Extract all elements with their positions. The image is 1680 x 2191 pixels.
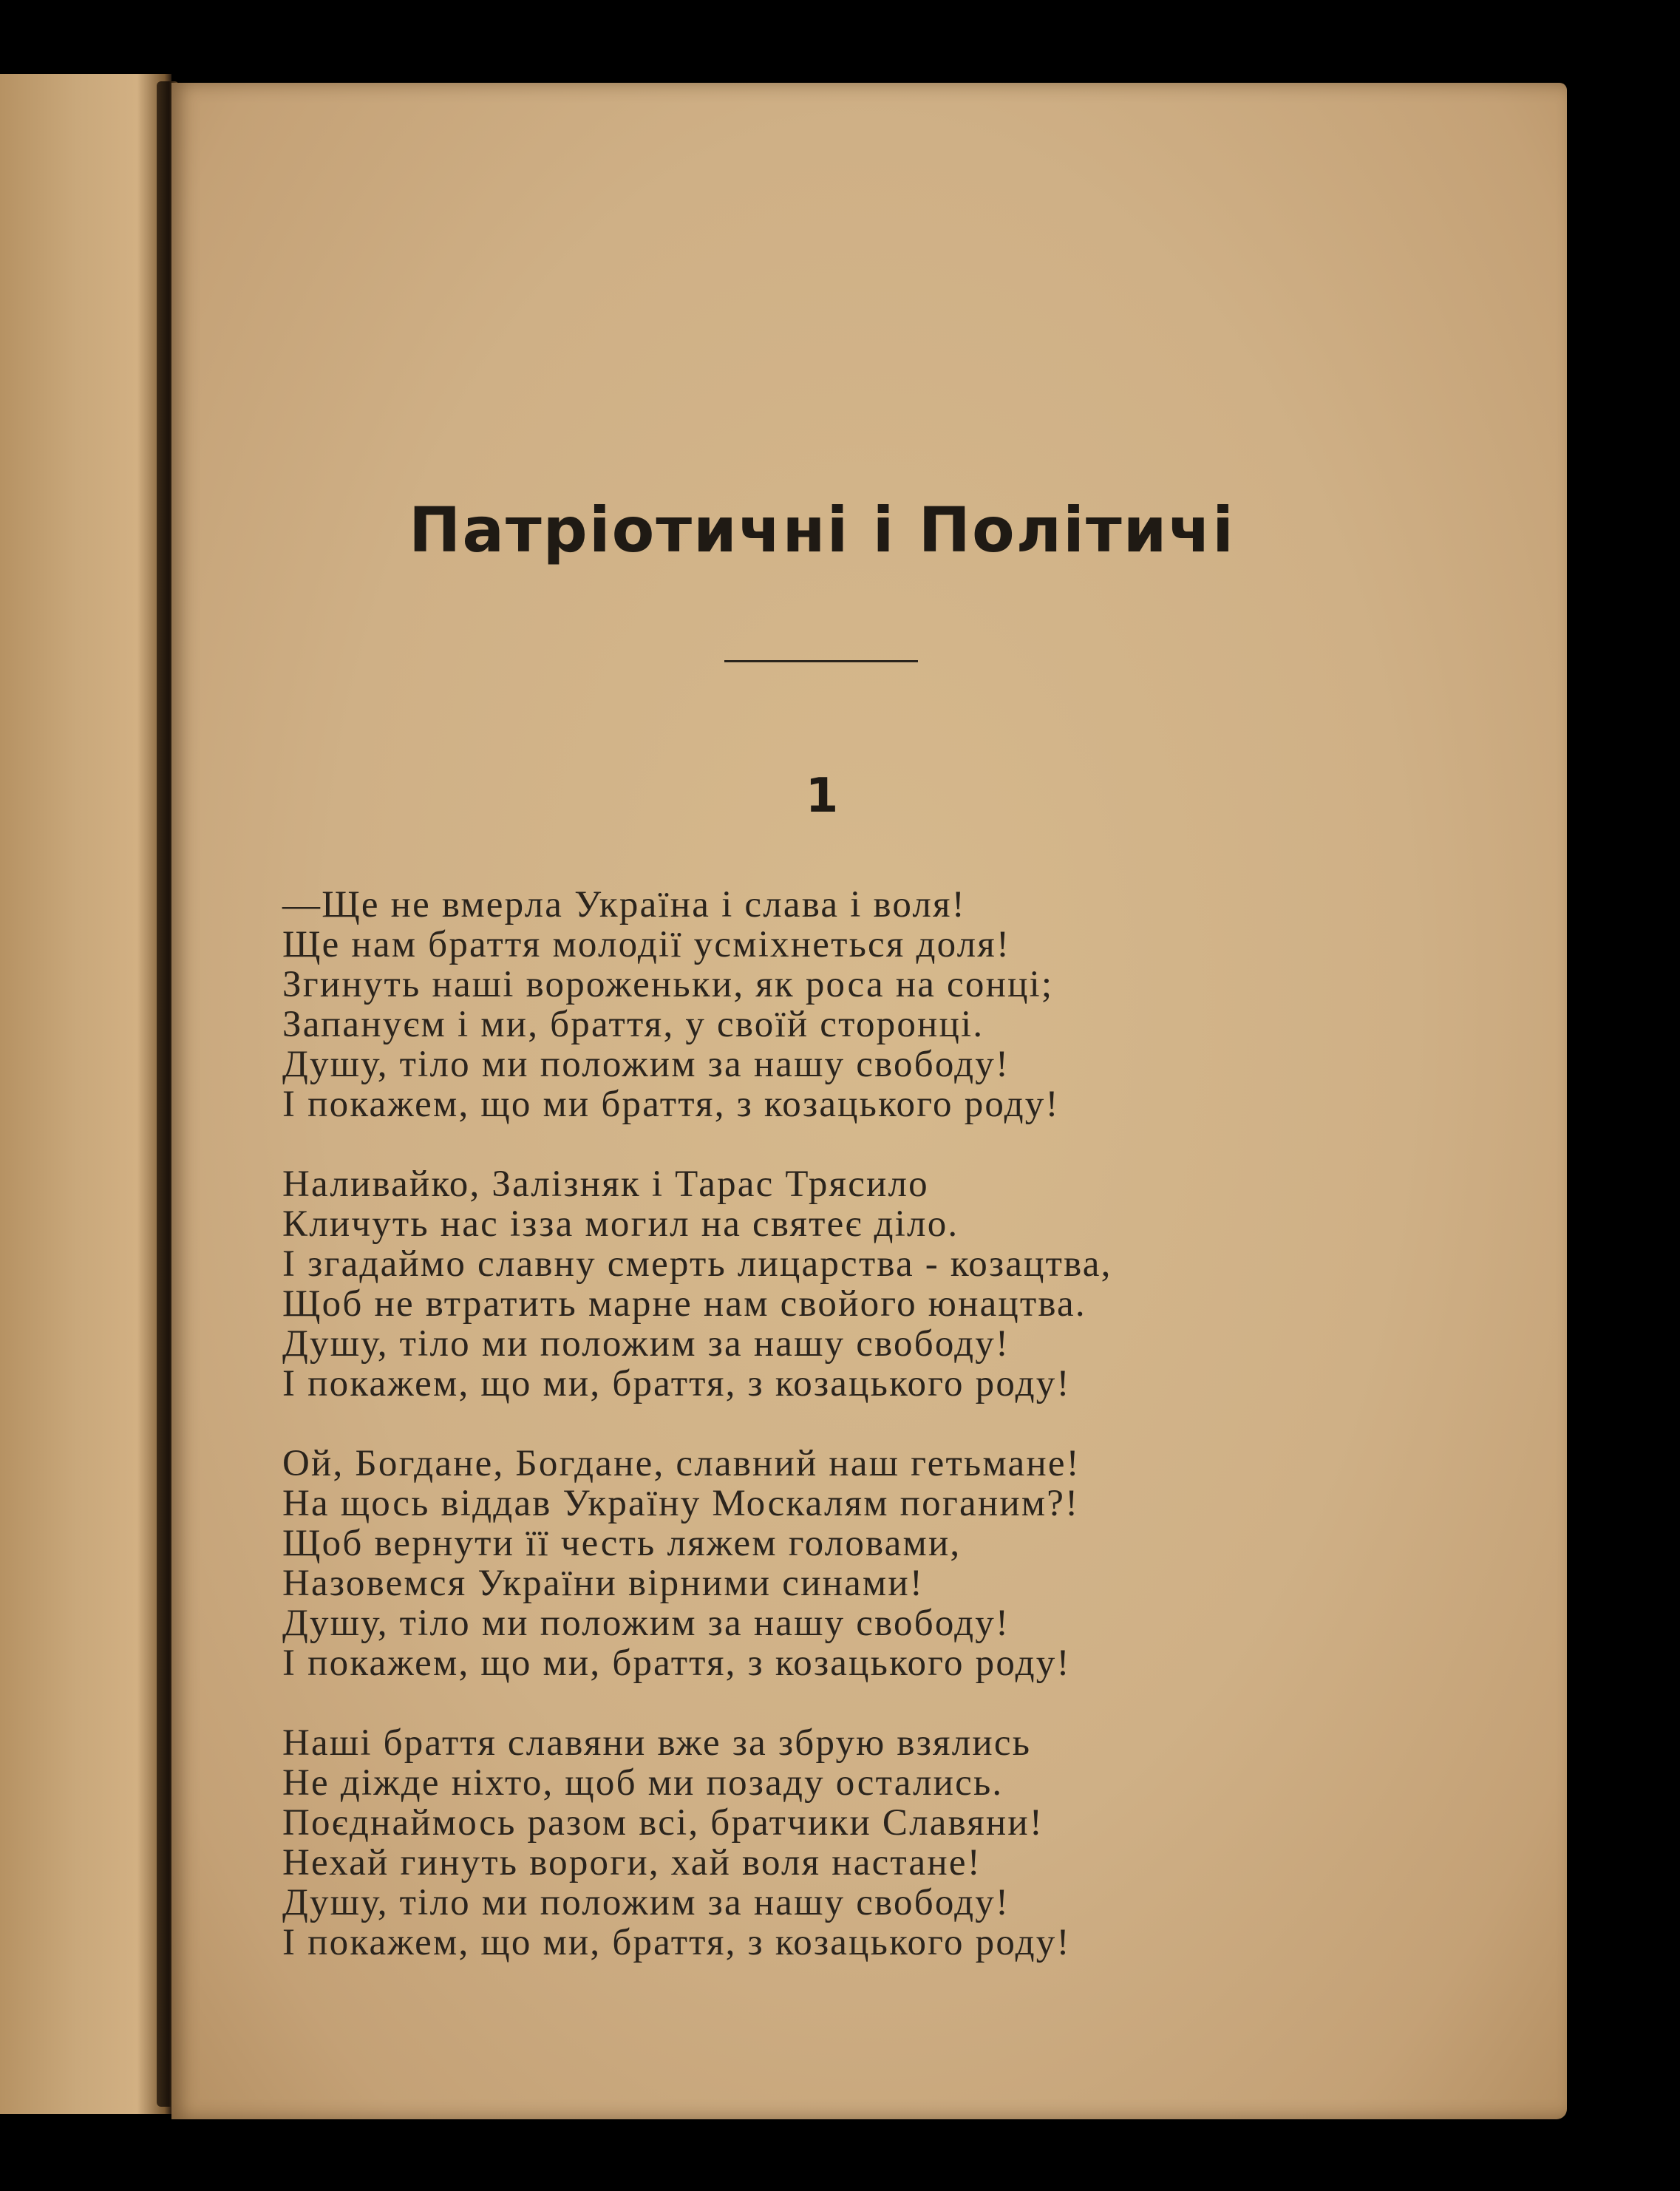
poem-line: Душу, тіло ми положим за нашу свободу! bbox=[282, 1323, 1010, 1365]
poem-number: 1 bbox=[805, 769, 839, 823]
page-title: Патріотичні і Політичі bbox=[409, 494, 1235, 566]
poem-line: Душу, тіло ми положим за нашу свободу! bbox=[282, 1882, 1010, 1923]
poem-line: Ой, Богдане, Богдане, славний наш гетьмане! bbox=[282, 1443, 1081, 1484]
poem-line: Не діжде ніхто, щоб ми позаду остались. bbox=[282, 1762, 1004, 1804]
poem-line: Нехай гинуть вороги, хай воля настане! bbox=[282, 1842, 982, 1883]
poem-line: Щоб не втратить марне нам свойого юнацтва. bbox=[282, 1283, 1086, 1325]
poem-line: Щоб вернути її честь ляжем головами, bbox=[282, 1523, 962, 1564]
stanza bbox=[282, 1164, 1391, 1404]
poem-line: І покажем, що ми, браття, з козацького роду! bbox=[282, 1643, 1071, 1684]
title-divider bbox=[724, 660, 918, 662]
stanza bbox=[282, 1723, 1391, 1963]
poem-line: Душу, тіло ми положим за нашу свободу! bbox=[282, 1044, 1010, 1085]
stanza bbox=[282, 885, 1391, 1124]
poem-line: І покажем, що ми браття, з козацького роду! bbox=[282, 1084, 1060, 1125]
poem-line: Назовемся України вірними синами! bbox=[282, 1563, 925, 1604]
left-page-edge bbox=[0, 74, 171, 2114]
poem-line: Кличуть нас ізза могил на святеє діло. bbox=[282, 1203, 959, 1245]
poem-line: На щось віддав Україну Москалям поганим?! bbox=[282, 1483, 1080, 1524]
poem-line: І згадаймо славну смерть лицарства - козацтва, bbox=[282, 1243, 1112, 1285]
poem-line: І покажем, що ми, браття, з козацького роду! bbox=[282, 1363, 1071, 1404]
poem-line: Поєднаймось разом всі, братчики Славяни! bbox=[282, 1802, 1044, 1844]
poem-line: Згинуть наші вороженьки, як роса на сонці; bbox=[282, 964, 1054, 1005]
poem-line: —Ще не вмерла Україна і слава і воля! bbox=[282, 884, 966, 925]
poem-line: Ще нам браття молодії усміхнеться доля! bbox=[282, 924, 1011, 965]
poem-line: Наші браття славяни вже за збрую взялись bbox=[282, 1722, 1032, 1764]
stanza bbox=[282, 1444, 1391, 1683]
poem-line: І покажем, що ми, браття, з козацького роду! bbox=[282, 1922, 1071, 1963]
poem-line: Запануєм і ми, браття, у своїй сторонці. bbox=[282, 1004, 984, 1045]
poem-text bbox=[282, 885, 1391, 2003]
poem-line: Наливайко, Залізняк і Тарас Трясило bbox=[282, 1164, 929, 1205]
poem-line: Душу, тіло ми положим за нашу свободу! bbox=[282, 1603, 1010, 1644]
